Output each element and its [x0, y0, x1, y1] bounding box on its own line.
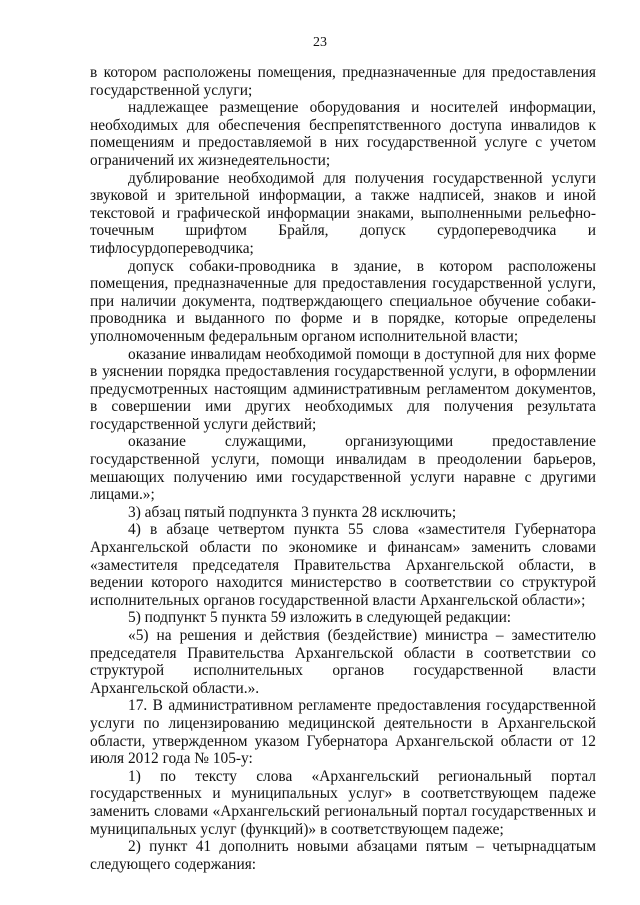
paragraph: надлежащее размещение оборудования и носителей информации, необходимых для обеспечения беспрепятственного доступа инвалидов к помещениям и предоставляемой в них государственной услуге с учетом ограничений их жизнедеятельности; — [90, 99, 596, 169]
paragraph: 4) в абзаце четвертом пункта 55 слова «заместителя Губернатора Архангельской области по экономике и финансам» заменить словами «заместителя председателя Правительства Архангельской области, в ведении которого находится министерство в соответствии со структурой исполнительных органов государственной власти Архангельской области»; — [90, 521, 596, 609]
paragraph: оказание инвалидам необходимой помощи в доступной для них форме в уяснении порядка предоставления государственной услуги, в оформлении предусмотренных настоящим административным регламентом документов, в совершении ими других необходимых для получения результата государственной услуги действий; — [90, 345, 596, 433]
paragraph: допуск собаки-проводника в здание, в котором расположены помещения, предназначенные для предоставления государственной услуги, при наличии документа, подтверждающего специальное обучение собаки-проводника и выданного по форме и в порядке, которые определены уполномоченным федеральным органом исполнительной власти; — [90, 257, 596, 345]
paragraph: дублирование необходимой для получения государственной услуги звуковой и зрительной информации, а также надписей, знаков и иной текстовой и графической информации знаками, выполненными рельефно-точечным шрифтом Брайля, допуск сурдопереводчика и тифлосурдопереводчика; — [90, 169, 596, 257]
document-body — [90, 64, 596, 873]
paragraph: оказание служащими, организующими предоставление государственной услуги, помощи инвалидам в преодолении барьеров, мешающих получению ими государственной услуги наравне с другими лицами.»; — [90, 433, 596, 504]
paragraph: 1) по тексту слова «Архангельский региональный портал государственных и муниципальных услуг» в соответствующем падеже заменить словами «Архангельский региональный портал государственных и муниципальных услуг (функций)» в соответствующем падеже; — [90, 767, 596, 838]
page-number: 23 — [313, 35, 327, 50]
paragraph: 2) пункт 41 дополнить новыми абзацами пятым – четырнадцатым следующего содержания: — [90, 838, 596, 873]
paragraph: в котором расположены помещения, предназначенные для предоставления государственной услуги; — [90, 64, 596, 99]
paragraph: 17. В административном регламенте предоставления государственной услуги по лицензированию медицинской деятельности в Архангельской области, утвержденном указом Губернатора Архангельской области от 12 июля 2012 года № 105-у: — [90, 697, 596, 768]
paragraph: 3) абзац пятый подпункта 3 пункта 28 исключить; — [128, 503, 457, 521]
paragraph: «5) на решения и действия (бездействие) министра – заместителю председателя Правительства Архангельской области в соответствии со структурой исполнительных органов государственной власти Архангельской области.». — [90, 627, 596, 697]
paragraph: 5) подпункт 5 пункта 59 изложить в следующей редакции: — [128, 609, 512, 627]
